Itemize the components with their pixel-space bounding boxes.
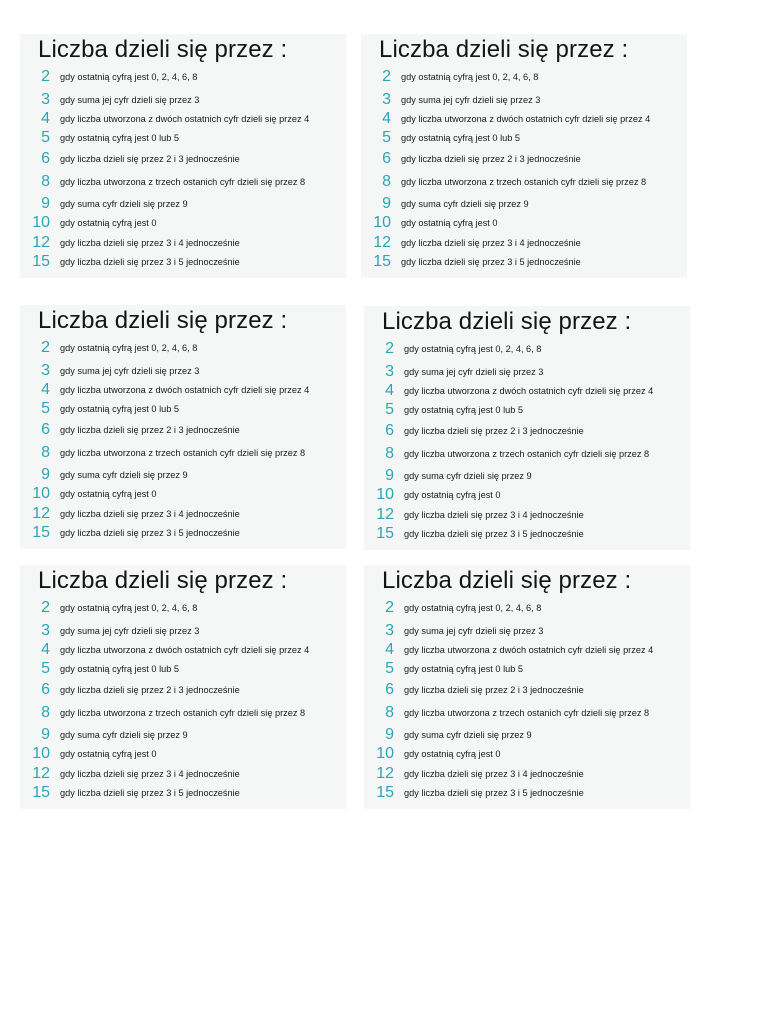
rule-row	[20, 91, 346, 109]
rule-text: gdy liczba utworzona z dwóch ostatnich cyfr dzieli się przez 4	[404, 645, 654, 655]
divisor-number: 2	[382, 68, 391, 85]
rule-row	[364, 422, 690, 440]
rule-text: gdy liczba dzieli się przez 3 i 4 jednocześnie	[60, 509, 240, 519]
divisor-number: 3	[41, 362, 50, 379]
rule-row	[20, 444, 346, 462]
rule-row	[364, 726, 690, 744]
divisor-number: 15	[376, 525, 394, 542]
rule-row	[20, 622, 346, 640]
rule-text: gdy ostatnią cyfrą jest 0	[404, 490, 501, 500]
rule-text: gdy ostatnią cyfrą jest 0	[60, 489, 157, 499]
rule-text: gdy liczba dzieli się przez 2 i 3 jednocześnie	[404, 685, 584, 695]
divisor-number: 15	[32, 253, 50, 270]
divisor-number: 4	[41, 110, 50, 127]
divisor-number: 5	[41, 660, 50, 677]
divisor-number: 6	[41, 421, 50, 438]
divisor-number: 12	[376, 506, 394, 523]
rule-row	[364, 599, 690, 617]
divisor-number: 2	[385, 340, 394, 357]
divisor-number: 9	[41, 726, 50, 743]
divisor-number: 6	[382, 150, 391, 167]
rule-row	[361, 91, 687, 109]
rule-row	[364, 401, 690, 419]
rule-row	[361, 195, 687, 213]
divisor-number: 6	[385, 681, 394, 698]
divisor-number: 2	[385, 599, 394, 616]
rule-row	[364, 704, 690, 722]
rule-text: gdy liczba dzieli się przez 3 i 5 jednocześnie	[404, 529, 584, 539]
divisor-number: 10	[376, 745, 394, 762]
divisor-number: 3	[382, 91, 391, 108]
divisor-number: 2	[41, 68, 50, 85]
rule-text: gdy liczba utworzona z trzech ostanich cyfr dzieli się przez 8	[404, 708, 650, 718]
rule-row	[364, 486, 690, 504]
rule-text: gdy liczba utworzona z dwóch ostatnich cyfr dzieli się przez 4	[60, 385, 310, 395]
rule-text: gdy liczba utworzona z trzech ostanich cyfr dzieli się przez 8	[404, 449, 650, 459]
rule-row	[361, 150, 687, 168]
rule-text: gdy liczba utworzona z trzech ostanich cyfr dzieli się przez 8	[60, 708, 306, 718]
rule-text: gdy suma jej cyfr dzieli się przez 3	[401, 95, 541, 105]
rule-text: gdy ostatnią cyfrą jest 0	[401, 218, 498, 228]
rule-row	[20, 745, 346, 763]
rule-text: gdy ostatnią cyfrą jest 0 lub 5	[404, 405, 523, 415]
divisor-number: 12	[373, 234, 391, 251]
divisor-number: 10	[373, 214, 391, 231]
rule-row	[20, 421, 346, 439]
rule-row	[364, 622, 690, 640]
divisor-number: 5	[385, 401, 394, 418]
rule-text: gdy liczba dzieli się przez 2 i 3 jednocześnie	[60, 154, 240, 164]
rule-row	[20, 704, 346, 722]
rule-row	[364, 784, 690, 802]
rule-text: gdy suma jej cyfr dzieli się przez 3	[404, 367, 544, 377]
rule-row	[364, 467, 690, 485]
rule-row	[20, 234, 346, 252]
divisor-number: 9	[41, 195, 50, 212]
rule-row	[20, 253, 346, 271]
divisor-number: 8	[382, 173, 391, 190]
rule-row	[20, 381, 346, 399]
rule-row	[20, 400, 346, 418]
rule-row	[20, 726, 346, 744]
rule-text: gdy ostatnią cyfrą jest 0 lub 5	[60, 404, 179, 414]
rule-row	[20, 129, 346, 147]
rule-text: gdy liczba dzieli się przez 3 i 4 jednocześnie	[404, 510, 584, 520]
rule-card	[361, 34, 687, 278]
divisor-number: 8	[385, 704, 394, 721]
divisor-number: 3	[41, 622, 50, 639]
rule-text: gdy liczba utworzona z dwóch ostatnich cyfr dzieli się przez 4	[60, 645, 310, 655]
rule-row	[361, 68, 687, 86]
divisor-number: 4	[382, 110, 391, 127]
rule-row	[20, 784, 346, 802]
rule-row	[364, 641, 690, 659]
divisor-number: 15	[32, 784, 50, 801]
divisor-number: 8	[41, 444, 50, 461]
rule-row	[361, 110, 687, 128]
divisor-number: 6	[41, 681, 50, 698]
rule-row	[364, 340, 690, 358]
rule-row	[361, 129, 687, 147]
divisor-number: 4	[41, 641, 50, 658]
rule-text: gdy suma jej cyfr dzieli się przez 3	[60, 626, 200, 636]
card-title: Liczba dzieli się przez :	[38, 567, 288, 594]
rule-row	[364, 745, 690, 763]
divisor-number: 6	[41, 150, 50, 167]
rule-row	[20, 485, 346, 503]
rule-row	[20, 466, 346, 484]
divisor-number: 8	[385, 445, 394, 462]
rule-text: gdy suma cyfr dzieli się przez 9	[404, 730, 532, 740]
divisor-number: 10	[376, 486, 394, 503]
divisor-number: 12	[376, 765, 394, 782]
rule-text: gdy suma cyfr dzieli się przez 9	[404, 471, 532, 481]
rule-text: gdy liczba utworzona z dwóch ostatnich cyfr dzieli się przez 4	[404, 386, 654, 396]
rule-text: gdy ostatnią cyfrą jest 0, 2, 4, 6, 8	[401, 72, 539, 82]
card-title: Liczba dzieli się przez :	[38, 36, 288, 63]
divisor-number: 15	[32, 524, 50, 541]
divisor-number: 10	[32, 745, 50, 762]
rule-text: gdy liczba dzieli się przez 3 i 5 jednocześnie	[401, 257, 581, 267]
divisor-number: 3	[385, 363, 394, 380]
rule-text: gdy liczba dzieli się przez 3 i 5 jednocześnie	[60, 257, 240, 267]
rule-row	[364, 445, 690, 463]
rule-card	[364, 306, 690, 550]
rule-row	[361, 173, 687, 191]
rule-row	[20, 150, 346, 168]
rule-text: gdy ostatnią cyfrą jest 0, 2, 4, 6, 8	[404, 344, 542, 354]
rule-text: gdy ostatnią cyfrą jest 0	[60, 749, 157, 759]
rule-text: gdy suma jej cyfr dzieli się przez 3	[60, 95, 200, 105]
divisor-number: 10	[32, 485, 50, 502]
rule-row	[364, 765, 690, 783]
rule-text: gdy liczba utworzona z trzech ostanich cyfr dzieli się przez 8	[60, 448, 306, 458]
rule-row	[364, 506, 690, 524]
rule-row	[20, 110, 346, 128]
divisor-number: 8	[41, 173, 50, 190]
rule-row	[361, 234, 687, 252]
rule-text: gdy suma jej cyfr dzieli się przez 3	[404, 626, 544, 636]
rule-row	[20, 339, 346, 357]
rule-text: gdy ostatnią cyfrą jest 0, 2, 4, 6, 8	[60, 72, 198, 82]
rule-row	[361, 214, 687, 232]
rule-text: gdy ostatnią cyfrą jest 0 lub 5	[404, 664, 523, 674]
rule-text: gdy ostatnią cyfrą jest 0 lub 5	[60, 133, 179, 143]
divisor-number: 6	[385, 422, 394, 439]
rule-text: gdy liczba utworzona z trzech ostanich cyfr dzieli się przez 8	[401, 177, 647, 187]
divisor-number: 12	[32, 234, 50, 251]
divisor-number: 5	[385, 660, 394, 677]
rule-row	[20, 660, 346, 678]
divisor-number: 10	[32, 214, 50, 231]
rule-text: gdy ostatnią cyfrą jest 0 lub 5	[401, 133, 520, 143]
divisor-number: 12	[32, 505, 50, 522]
rule-text: gdy liczba dzieli się przez 3 i 4 jednocześnie	[404, 769, 584, 779]
rule-row	[364, 382, 690, 400]
rule-row	[20, 641, 346, 659]
divisor-number: 5	[41, 400, 50, 417]
card-title: Liczba dzieli się przez :	[382, 308, 632, 335]
rule-text: gdy ostatnią cyfrą jest 0, 2, 4, 6, 8	[60, 603, 198, 613]
rule-row	[20, 681, 346, 699]
rule-text: gdy ostatnią cyfrą jest 0	[404, 749, 501, 759]
divisor-number: 12	[32, 765, 50, 782]
rule-row	[20, 765, 346, 783]
divisor-number: 4	[385, 641, 394, 658]
card-title: Liczba dzieli się przez :	[38, 307, 288, 334]
rule-row	[364, 681, 690, 699]
rule-text: gdy suma cyfr dzieli się przez 9	[60, 199, 188, 209]
divisor-number: 4	[41, 381, 50, 398]
rule-text: gdy suma cyfr dzieli się przez 9	[401, 199, 529, 209]
rule-text: gdy suma cyfr dzieli się przez 9	[60, 470, 188, 480]
rule-text: gdy suma cyfr dzieli się przez 9	[60, 730, 188, 740]
divisor-number: 9	[385, 726, 394, 743]
rule-text: gdy liczba dzieli się przez 3 i 5 jednocześnie	[60, 788, 240, 798]
rule-row	[364, 660, 690, 678]
rule-row	[20, 195, 346, 213]
rule-text: gdy liczba dzieli się przez 3 i 5 jednocześnie	[60, 528, 240, 538]
rule-text: gdy liczba utworzona z dwóch ostatnich cyfr dzieli się przez 4	[60, 114, 310, 124]
rule-text: gdy liczba dzieli się przez 2 i 3 jednocześnie	[60, 685, 240, 695]
divisor-number: 9	[385, 467, 394, 484]
rule-text: gdy ostatnią cyfrą jest 0, 2, 4, 6, 8	[60, 343, 198, 353]
rule-row	[20, 599, 346, 617]
rule-text: gdy liczba dzieli się przez 3 i 4 jednocześnie	[60, 238, 240, 248]
divisor-number: 2	[41, 339, 50, 356]
rule-text: gdy liczba utworzona z trzech ostanich cyfr dzieli się przez 8	[60, 177, 306, 187]
card-title: Liczba dzieli się przez :	[382, 567, 632, 594]
rule-row	[20, 362, 346, 380]
rule-row	[20, 524, 346, 542]
rule-text: gdy liczba dzieli się przez 3 i 5 jednocześnie	[404, 788, 584, 798]
divisor-number: 9	[41, 466, 50, 483]
rule-text: gdy liczba dzieli się przez 2 i 3 jednocześnie	[404, 426, 584, 436]
rule-text: gdy liczba dzieli się przez 3 i 4 jednocześnie	[60, 769, 240, 779]
rule-text: gdy ostatnią cyfrą jest 0 lub 5	[60, 664, 179, 674]
divisor-number: 15	[376, 784, 394, 801]
rule-text: gdy suma jej cyfr dzieli się przez 3	[60, 366, 200, 376]
divisor-number: 15	[373, 253, 391, 270]
rule-card	[20, 34, 346, 278]
rule-text: gdy liczba dzieli się przez 2 i 3 jednocześnie	[401, 154, 581, 164]
divisor-number: 3	[385, 622, 394, 639]
divisor-number: 5	[41, 129, 50, 146]
divisor-number: 5	[382, 129, 391, 146]
divisor-number: 9	[382, 195, 391, 212]
rule-row	[364, 363, 690, 381]
rule-card	[364, 565, 690, 809]
rule-row	[20, 68, 346, 86]
rule-row	[20, 505, 346, 523]
rule-text: gdy liczba utworzona z dwóch ostatnich cyfr dzieli się przez 4	[401, 114, 651, 124]
rule-row	[361, 253, 687, 271]
rule-row	[20, 214, 346, 232]
rule-text: gdy ostatnią cyfrą jest 0, 2, 4, 6, 8	[404, 603, 542, 613]
divisor-number: 4	[385, 382, 394, 399]
rule-card	[20, 305, 346, 549]
rule-row	[364, 525, 690, 543]
rule-row	[20, 173, 346, 191]
divisor-number: 3	[41, 91, 50, 108]
rule-text: gdy liczba dzieli się przez 2 i 3 jednocześnie	[60, 425, 240, 435]
card-title: Liczba dzieli się przez :	[379, 36, 629, 63]
divisor-number: 8	[41, 704, 50, 721]
divisor-number: 2	[41, 599, 50, 616]
rule-text: gdy liczba dzieli się przez 3 i 4 jednocześnie	[401, 238, 581, 248]
rule-card	[20, 565, 346, 809]
rule-text: gdy ostatnią cyfrą jest 0	[60, 218, 157, 228]
